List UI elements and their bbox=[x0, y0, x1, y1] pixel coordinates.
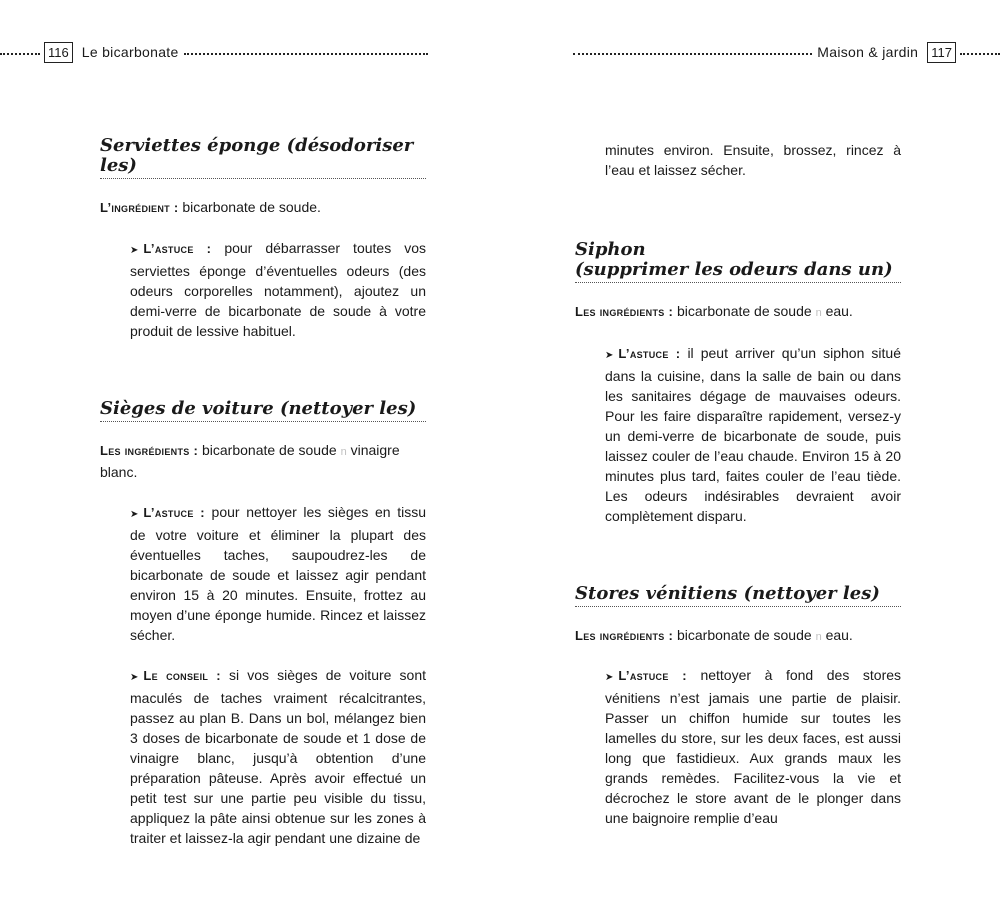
tip-paragraph bbox=[605, 665, 901, 828]
ingredient-text: eau. bbox=[825, 303, 853, 319]
arrow-bullet-icon: ➤ bbox=[130, 672, 139, 683]
ingredient-text: bicarbonate de soude. bbox=[182, 199, 321, 215]
section-title-line: Siphon bbox=[575, 239, 646, 260]
tip-text: pour nettoyer les sièges en tissu de votre voiture et éliminer la plupart des éventuelles taches, saupoudrez-les de bicarbonate de soude et laissez agir pendant environ 15 à 20 minutes. Ensuite, frottez au moyen d’une éponge humide. Rincez et laissez sécher. bbox=[130, 504, 427, 643]
tip-text: il peut arriver qu’un siphon situé dans la cuisine, dans la salle de bain ou dans les sanitaires dégage de mauvaises odeurs. Pour les faire disparaître rapidement, versez-y un demi-verre de bicarbonate de soude, puis laissez couler de l’eau chaude. Environ 15 à 20 minutes plus tard, faites couler de l’eau tiède. Les odeurs indésirables devraient avoir complètement disparu. bbox=[605, 345, 902, 524]
tip-paragraph bbox=[130, 502, 426, 645]
running-title: Maison & jardin bbox=[817, 44, 919, 60]
tip-text: pour débarrasser toutes vos serviettes éponge d’éventuelles odeurs (des odeurs corporelles notamment), ajoutez un demi-verre de bicarbonate de soude à votre produit de lessive habituel. bbox=[130, 240, 426, 339]
tip-paragraph bbox=[130, 238, 426, 341]
ingredient-text: bicarbonate de soude bbox=[677, 627, 812, 643]
page-number: 117 bbox=[927, 42, 956, 63]
ingredient-text: bicarbonate de soude bbox=[202, 442, 337, 458]
ingredient-label: Les ingrédients : bbox=[575, 628, 674, 643]
tip-label: L’astuce : bbox=[143, 241, 212, 256]
header-dots bbox=[573, 53, 812, 55]
ingredient-separator: n bbox=[815, 307, 822, 319]
left-column bbox=[100, 136, 426, 848]
ingredient-separator: n bbox=[340, 446, 347, 458]
arrow-bullet-icon: ➤ bbox=[605, 350, 614, 361]
ingredient-separator: n bbox=[815, 631, 822, 643]
tip-label: L’astuce : bbox=[618, 346, 681, 361]
ingredient-label: Les ingrédients : bbox=[575, 304, 674, 319]
arrow-bullet-icon: ➤ bbox=[605, 672, 614, 683]
advice-label: Le conseil : bbox=[143, 668, 221, 683]
ingredient-label: L’ingrédient : bbox=[100, 200, 179, 215]
ingredient-text: eau. bbox=[825, 627, 853, 643]
ingredients-line bbox=[575, 301, 901, 323]
ingredient-label: Les ingrédients : bbox=[100, 443, 199, 458]
ingredient-text: vinaigre blanc. bbox=[100, 442, 400, 480]
header-dots bbox=[184, 53, 428, 55]
right-page bbox=[500, 0, 1000, 900]
arrow-bullet-icon: ➤ bbox=[130, 245, 139, 256]
tip-paragraph bbox=[605, 343, 901, 526]
advice-paragraph bbox=[130, 665, 426, 848]
ingredients-line bbox=[100, 197, 426, 218]
right-column bbox=[575, 140, 901, 828]
section-title: Stores vénitiens (nettoyer les) bbox=[575, 584, 901, 607]
header-dots bbox=[960, 53, 1000, 55]
section-title-line: (supprimer les odeurs dans un) bbox=[575, 259, 893, 280]
ingredients-line bbox=[575, 625, 901, 647]
page-number: 116 bbox=[44, 42, 73, 63]
tip-label: L’astuce : bbox=[143, 505, 205, 520]
running-header-left bbox=[0, 40, 428, 64]
section-title bbox=[575, 240, 901, 283]
section-title: Sièges de voiture (nettoyer les) bbox=[100, 399, 426, 422]
tip-label: L’astuce : bbox=[618, 668, 687, 683]
running-title: Le bicarbonate bbox=[81, 44, 179, 60]
header-dots bbox=[0, 53, 40, 55]
running-header-right bbox=[573, 40, 1000, 64]
arrow-bullet-icon: ➤ bbox=[130, 509, 139, 520]
advice-text: si vos sièges de voiture sont maculés de taches vraiment récalcitrantes, passez au plan B. Dans un bol, mélangez bien 3 doses de bicarbonate de soude et 1 dose de vinaigre blanc, jusqu’à obtention d’une préparation pâteuse. Après avoir effectué un petit test sur une partie peu visible du tissu, appliquez la pâte ainsi obtenue sur les zones à traiter et laissez-la agir pendant une dizaine de bbox=[130, 667, 426, 846]
continuation-paragraph: minutes environ. Ensuite, brossez, rincez à l’eau et laissez sécher. bbox=[605, 142, 901, 178]
section-title: Serviettes éponge (désodoriser les) bbox=[100, 136, 426, 179]
ingredients-line bbox=[100, 440, 426, 482]
ingredient-text: bicarbonate de soude bbox=[677, 303, 812, 319]
tip-text: nettoyer à fond des stores vénitiens n’est jamais une partie de plaisir. Passer un chiffon humide sur toutes les lamelles du store, sur les deux faces, est aussi long que fastidieux. Aux grands maux les grands remèdes. Facilitez-vous la vie et décrochez le store avant de le plonger dans une baignoire remplie d’eau bbox=[605, 667, 902, 826]
